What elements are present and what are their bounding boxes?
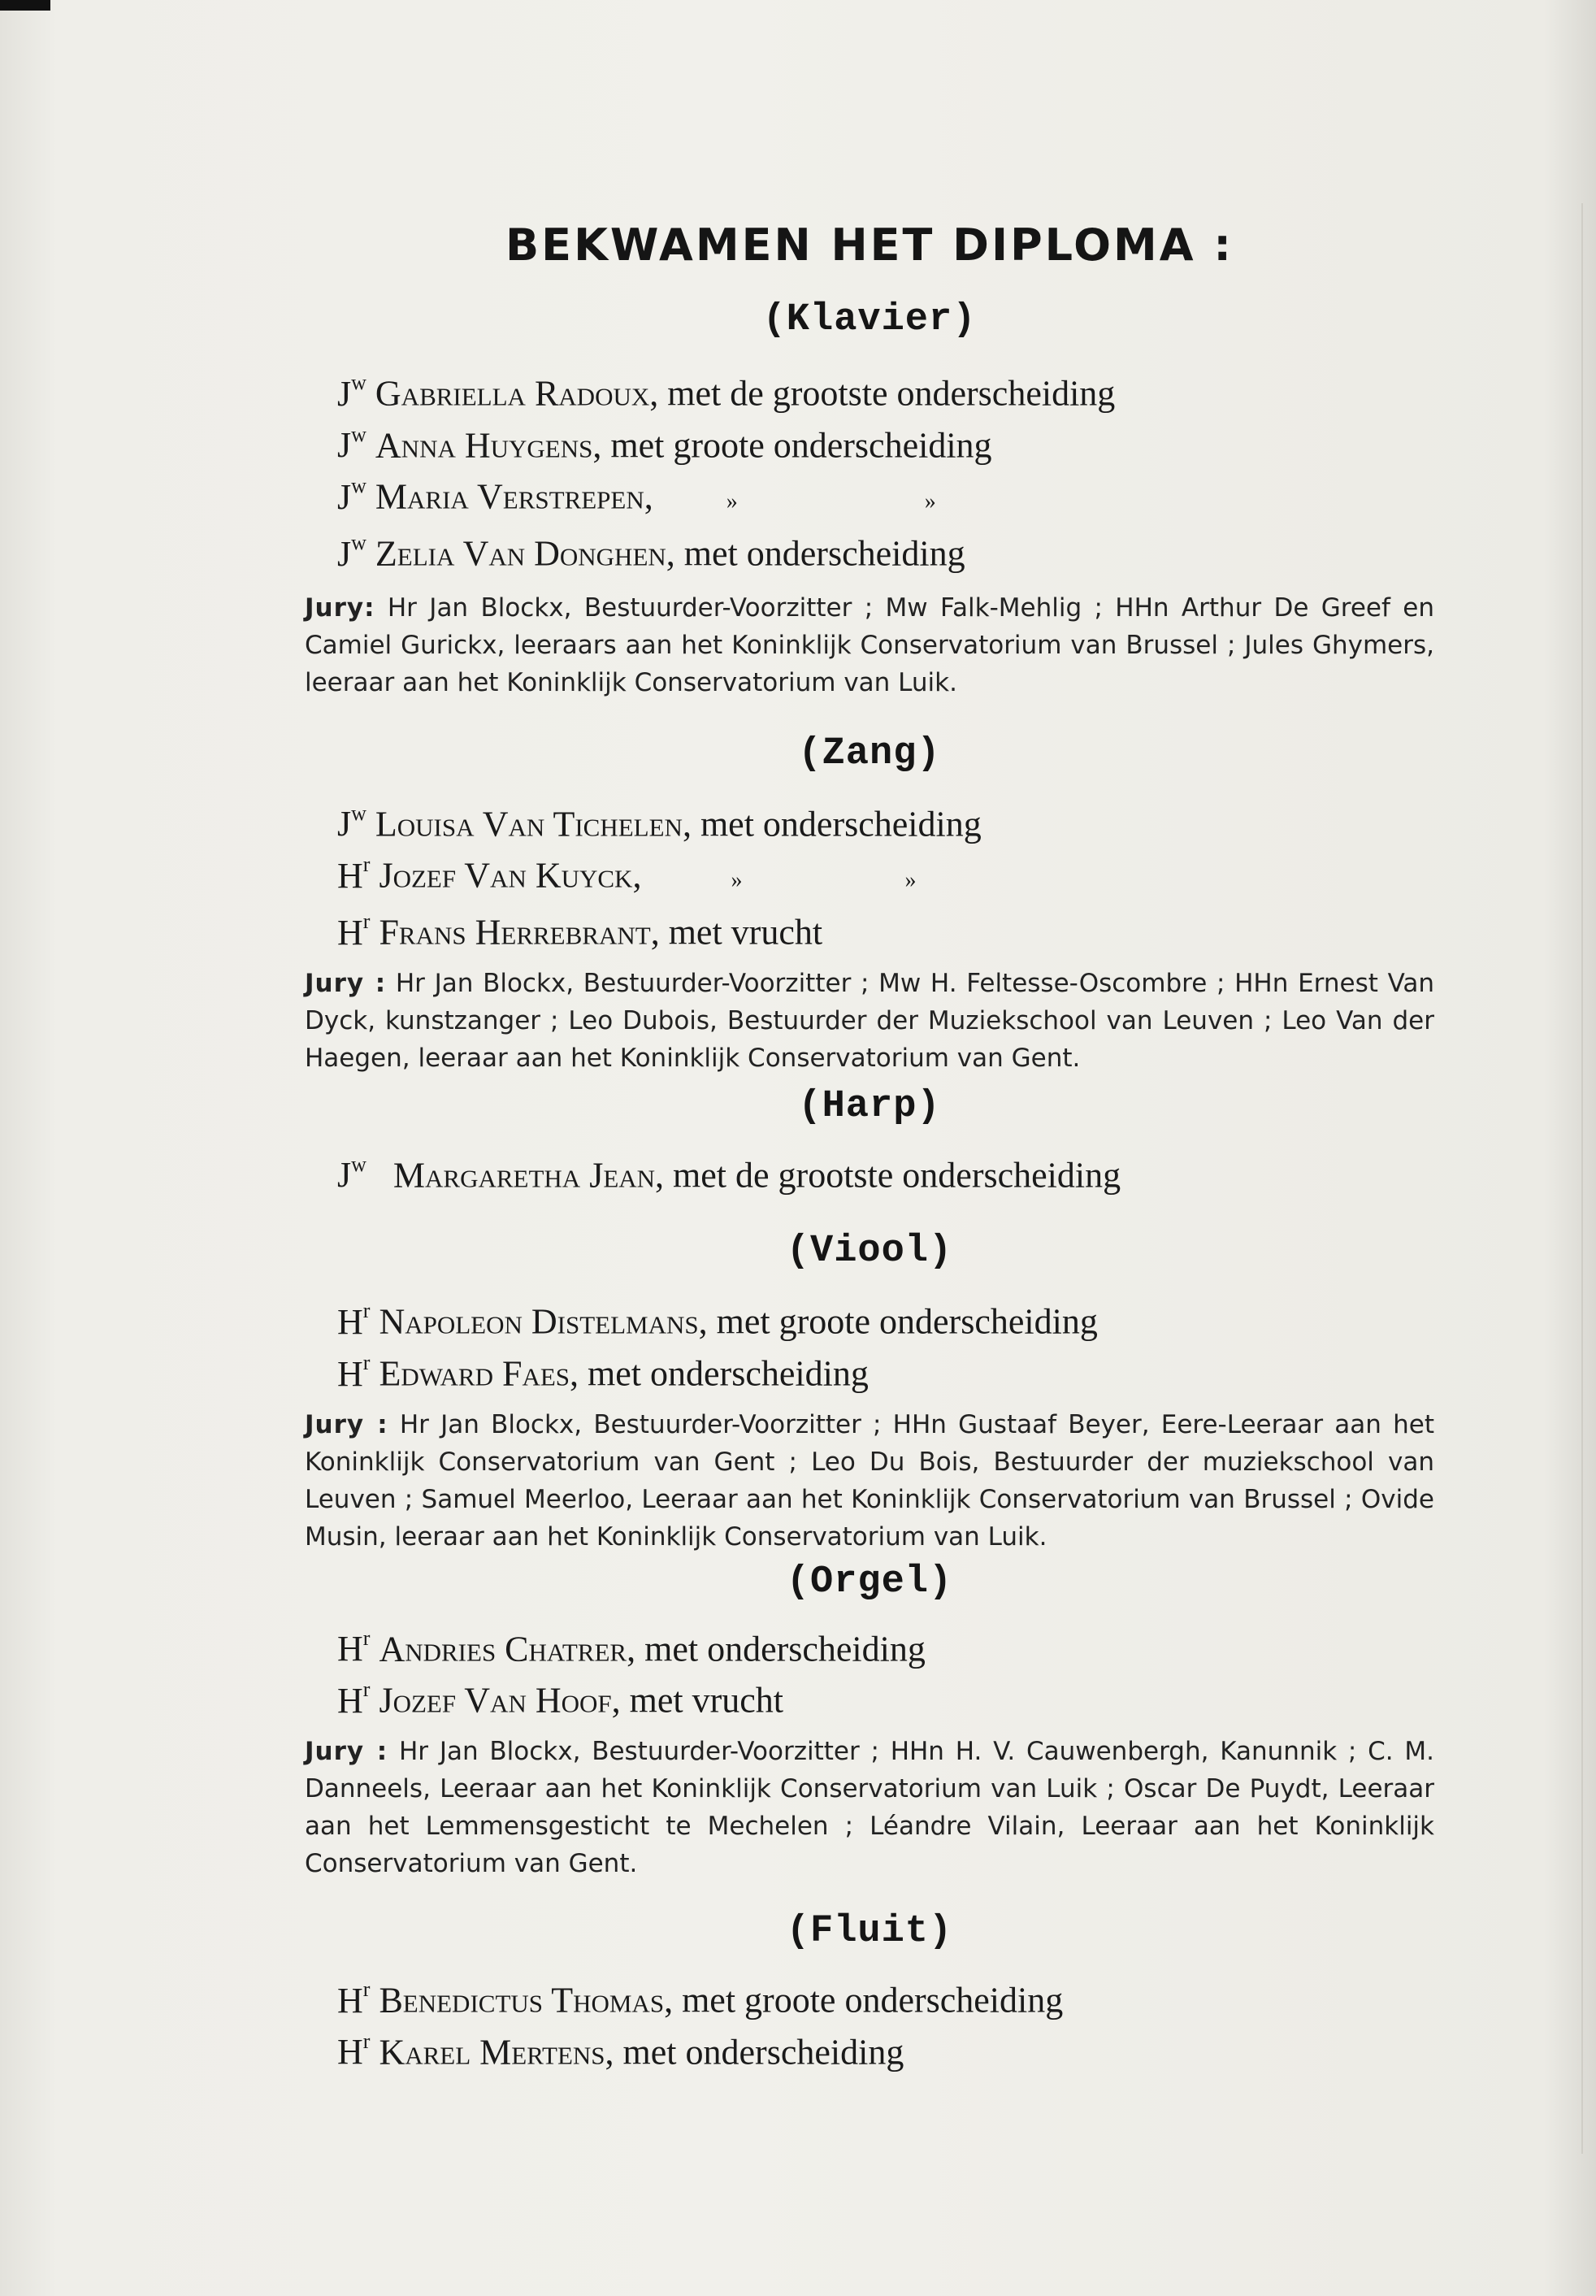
jury-label: Jury: <box>305 592 375 623</box>
jury-text: Jury : Hr Jan Blockx, Bestuurder-Voorzitter ; Mw H. Feltesse-Oscombre ; HHn Ernest Van Dyck, kunstzanger ; Leo Dubois, Bestuurder der Muziekschool van Leuven ; Leo Van der Haegen, leeraar aan het Koninklijk Conservatorium van Gent. <box>305 968 1435 1073</box>
page-title: BEKWAMEN HET DIPLOMA : <box>505 219 1234 271</box>
section-harp <box>305 1085 1434 1198</box>
awardee-list <box>337 1971 1434 2074</box>
ditto-mark: » <box>726 488 738 514</box>
section-heading: (Zang) <box>798 731 941 775</box>
ditto-mark: » <box>731 867 743 893</box>
section-viool <box>305 1230 1434 1555</box>
awardee-list <box>337 364 1434 576</box>
awardee-list <box>337 1292 1434 1395</box>
awardee-name: Louisa Van Tichelen <box>375 804 683 844</box>
awardee: $J^w$ Maria Verstrepen, » » <box>337 474 936 517</box>
jury-label: Jury : <box>305 1736 388 1766</box>
section-heading: (Harp) <box>798 1084 941 1128</box>
awardee-name: Karel Mertens <box>379 2032 605 2072</box>
awardee-name: Margaretha Jean <box>392 1155 656 1196</box>
awardee-name: Maria Verstrepen <box>375 476 644 517</box>
awardee-name: Napoleon Distelmans <box>379 1301 699 1342</box>
awardee: $H^r$ Edward Faes, met onderscheiding <box>337 1350 869 1394</box>
jury-text: Jury : Hr Jan Blockx, Bestuurder-Voorzitter ; HHn Gustaaf Beyer, Eere-Leeraar aan het Koninklijk Conservatorium van Gent ; Leo Du Bois, Bestuurder der muziekschool van Leuven ; Samuel Meerloo, Leeraar aan het Koninklijk Conservatorium van Brussel ; Ovide Musin, leeraar aan het Koninklijk Conservatorium van Luik. <box>305 1409 1434 1552</box>
awardee: $H^r$ Jozef Van Hoof, met vrucht <box>337 1678 784 1721</box>
ditto-mark: » <box>924 488 936 514</box>
awardee: $H^r$ Karel Mertens, met onderscheiding <box>337 2029 904 2072</box>
awardee: $H^r$ Benedictus Thomas, met groote onderscheiding <box>337 1977 1064 2020</box>
awardee: $J^w$ Gabriella Radoux, met de grootste onderscheiding <box>337 371 1116 414</box>
awardee: $J^w$ Anna Huygens, met groote onderscheiding <box>337 422 992 466</box>
awardee: $J^w$ Margaretha Jean, met de grootste onderscheiding <box>337 1152 1121 1196</box>
awardee-name: Zelia Van Donghen <box>375 533 666 574</box>
section-zang <box>305 732 1434 1077</box>
section-klavier <box>305 298 1434 701</box>
section-orgel <box>305 1560 1434 1882</box>
section-heading: (Orgel) <box>786 1560 953 1604</box>
awardee: $H^r$ Napoleon Distelmans, met groote onderscheiding <box>337 1299 1098 1342</box>
ditto-mark: » <box>904 867 917 893</box>
awardee-list <box>337 795 1434 955</box>
awardee-list <box>337 1620 1434 1723</box>
jury-label: Jury : <box>305 968 387 998</box>
awardee-name: Frans Herrebrant <box>379 912 651 953</box>
awardee-name: Jozef Van Kuyck <box>379 855 633 896</box>
awardee: $H^r$ Frans Herrebrant, met vrucht <box>337 909 823 953</box>
page-edge <box>1581 203 1583 2154</box>
section-heading: (Klavier) <box>762 298 977 341</box>
awardee-name: Andries Chatrer <box>379 1629 627 1669</box>
awardee-name: Gabriella Radoux <box>375 373 650 414</box>
awardee-list <box>337 1146 1434 1198</box>
awardee: $J^w$ Zelia Van Donghen, met onderscheiding <box>337 530 965 574</box>
awardee-name: Edward Faes <box>379 1353 570 1394</box>
awardee-name: Jozef Van Hoof <box>379 1680 612 1721</box>
jury-text: Jury : Hr Jan Blockx, Bestuurder-Voorzitter ; HHn H. V. Cauwenbergh, Kanunnik ; C. M. Danneels, Leeraar aan het Koninklijk Conservatorium van Luik ; Oscar De Puydt, Leeraar aan het Lemmensgesticht te Mechelen ; Léandre Vilain, Leeraar aan het Koninklijk Conservatorium van Gent. <box>305 1736 1435 1878</box>
awardee-name: Benedictus Thomas <box>379 1980 665 2020</box>
section-fluit <box>305 1910 1434 2074</box>
page-content <box>305 219 1434 2074</box>
section-heading: (Fluit) <box>786 1909 953 1953</box>
corner-mark <box>0 0 50 11</box>
awardee: $J^w$ Louisa Van Tichelen, met onderscheiding <box>337 801 982 844</box>
section-heading: (Viool) <box>786 1230 953 1274</box>
jury-text: Jury: Hr Jan Blockx, Bestuurder-Voorzitter ; Mw Falk-Mehlig ; HHn Arthur De Greef en Camiel Gurickx, leeraars aan het Koninklijk Conservatorium van Brussel ; Jules Ghymers, leeraar aan het Koninklijk Conservatorium van Luik. <box>305 592 1434 697</box>
awardee: $H^r$ Jozef Van Kuyck, » » <box>337 853 917 896</box>
awardee-name: Anna Huygens <box>375 425 593 466</box>
awardee: $H^r$ Andries Chatrer, met onderscheiding <box>337 1625 926 1669</box>
jury-label: Jury : <box>305 1409 388 1439</box>
